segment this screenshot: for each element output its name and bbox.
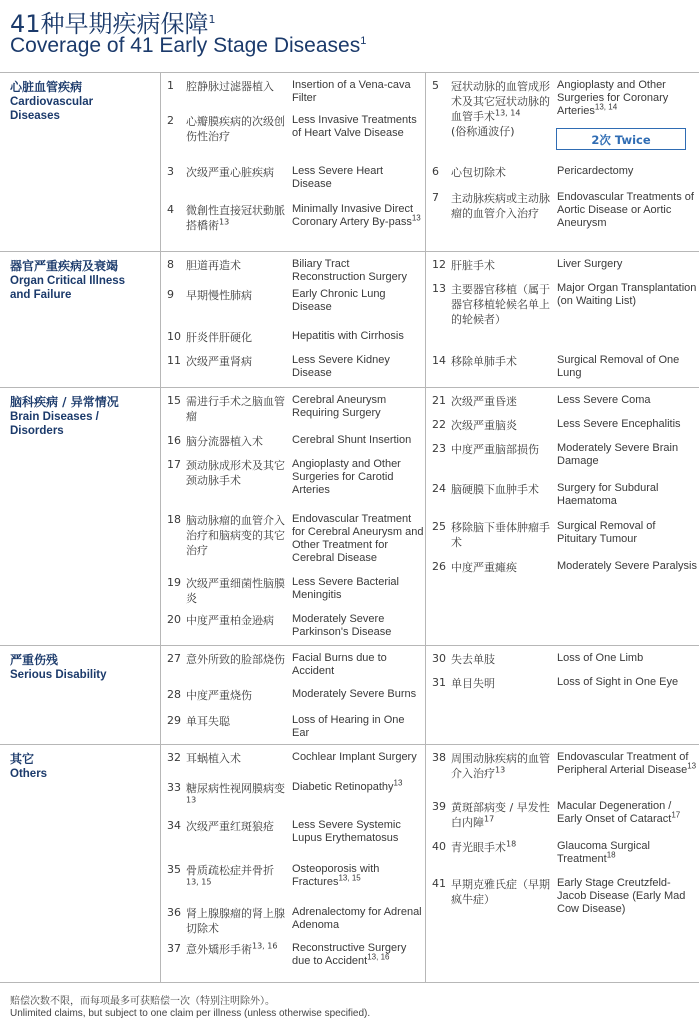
- disease-name-cn: 中度严重脑部损伤: [451, 443, 539, 456]
- disease-name-en: Less Severe Encephalitis: [557, 418, 681, 430]
- item-number: 29: [167, 714, 181, 727]
- item-number: 19: [167, 576, 181, 589]
- item-number: 2: [167, 114, 174, 127]
- disease-name-en: Loss of Sight in One Eye: [557, 676, 679, 688]
- disease-name-cn: 黄斑部病变 / 早发性白内障$^{17}$: [451, 801, 550, 829]
- disease-name-en: Loss of One Limb: [557, 652, 644, 664]
- disease-name-en: Moderately Severe Parkinson's Disease: [292, 613, 392, 638]
- item-number: 36: [167, 906, 181, 919]
- disease-name-cn: 颈动脉成形术及其它颈动脉手术: [186, 459, 285, 487]
- disease-name-cn: 移除单肺手术: [451, 355, 517, 368]
- category-name-en: Others: [10, 768, 48, 780]
- right-column: [425, 73, 699, 252]
- item-number: 41: [432, 877, 446, 890]
- disease-name-en: Minimally Invasive Direct Coronary Artery By-pass$^{13}$: [292, 203, 421, 228]
- disease-name-en: Cerebral Aneurysm Requiring Surgery: [292, 394, 387, 419]
- category-label: [10, 652, 160, 682]
- footnote-cn: 赔偿次数不限，而每项最多可获赔偿一次（特别注明除外）。: [10, 996, 275, 1007]
- item-number: 4: [167, 203, 174, 216]
- item-number: 35: [167, 863, 181, 876]
- disease-name-cn: 早期克雅氏症（早期疯牛症）: [451, 878, 550, 906]
- disease-name-en: Less Severe Kidney Disease: [292, 354, 390, 379]
- disease-name-cn: 脑动脉瘤的血管介入治疗和脑病变的其它治疗: [186, 514, 285, 557]
- disease-name-cn: 腔静脉过滤器植入: [186, 80, 274, 93]
- item-number: 39: [432, 800, 446, 813]
- disease-name-cn: 肝脏手术: [451, 259, 495, 272]
- item-number: 10: [167, 330, 181, 343]
- item-number: 7: [432, 191, 439, 204]
- disease-name-en: Moderately Severe Brain Damage: [557, 442, 679, 467]
- disease-name-cn: 胆道再造术: [186, 259, 241, 272]
- category-name-cn: 其它: [10, 752, 35, 766]
- disease-name-en: Loss of Hearing in One Ear: [292, 714, 405, 739]
- disease-name-en: Liver Surgery: [557, 258, 623, 270]
- disease-name-en: Biliary Tract Reconstruction Surgery: [292, 258, 407, 283]
- disease-name-cn: 心瓣膜疾病的次级创伤性治疗: [186, 115, 285, 143]
- disease-name-cn: 次级严重昏迷: [451, 395, 517, 408]
- item-number: 9: [167, 288, 174, 301]
- twice-badge: 2次 Twice: [556, 128, 686, 150]
- disease-name-en: Surgical Removal of Pituitary Tumour: [557, 520, 656, 545]
- disease-name-cn: 心包切除术: [451, 166, 506, 179]
- disease-name-en: Angioplasty and Other Surgeries for Carotid Arteries: [292, 458, 401, 496]
- category-name-en: and Failure: [10, 289, 72, 301]
- disease-name-en: Less Severe Systemic Lupus Erythematosus: [292, 819, 401, 844]
- disease-name-en: Facial Burns due to Accident: [292, 652, 387, 677]
- disease-name-en: Endovascular Treatment of Peripheral Arterial Disease$^{13}$: [557, 751, 697, 776]
- disease-name-cn: 中度严重柏金逊病: [186, 614, 274, 627]
- disease-name-cn: 早期慢性肺病: [186, 289, 252, 302]
- item-number: 8: [167, 258, 174, 271]
- item-number: 15: [167, 394, 181, 407]
- category-section: [0, 645, 699, 745]
- item-number: 34: [167, 819, 181, 832]
- disease-name-en: Angioplasty and Other Surgeries for Coronary Arteries$^{13, 14}$: [557, 79, 669, 117]
- item-number: 25: [432, 520, 446, 533]
- item-number: 1: [167, 79, 174, 92]
- category-section: [0, 744, 699, 983]
- item-number: 27: [167, 652, 181, 665]
- right-column: [425, 745, 699, 983]
- category-label: [10, 394, 160, 438]
- item-number: 24: [432, 482, 446, 495]
- disease-name-en: Hepatitis with Cirrhosis: [292, 330, 404, 342]
- disease-name-cn: 耳蜗植入术: [186, 752, 241, 765]
- disease-name-en: Moderately Severe Paralysis: [557, 560, 698, 572]
- category-name-en: Diseases: [10, 110, 60, 122]
- disease-name-cn: 冠状动脉的血管成形术及其它冠状动脉的血管手术$^{13, 14}$ (俗称通波仔): [451, 79, 553, 139]
- item-number: 11: [167, 354, 181, 367]
- right-column: [425, 646, 699, 745]
- item-number: 20: [167, 613, 181, 626]
- category-name-en: Cardiovascular: [10, 96, 94, 108]
- category-label: [10, 258, 160, 302]
- disease-name-en: Reconstructive Surgery due to Accident$^{13, 16}$: [292, 942, 407, 967]
- item-number: 28: [167, 688, 181, 701]
- item-number: 31: [432, 676, 446, 689]
- item-number: 37: [167, 942, 181, 955]
- disease-name-cn: 意外矯形手術$^{13, 16}$: [186, 941, 278, 956]
- item-number: 13: [432, 282, 446, 295]
- item-number: 5: [432, 79, 439, 92]
- disease-name-cn: 主要器官移植（属于器官移植轮候名单上的轮候者）: [451, 283, 550, 326]
- category-section: [0, 387, 699, 646]
- item-number: 18: [167, 513, 181, 526]
- disease-name-cn: 中度严重烧伤: [186, 689, 252, 702]
- disease-name-cn: 主动脉疾病或主动脉瘤的血管介入治疗: [451, 192, 550, 220]
- category-name-en: Disorders: [10, 425, 64, 437]
- divider: [0, 982, 699, 983]
- disease-name-cn: 青光眼手术$^{18}$: [451, 839, 517, 854]
- category-section: [0, 251, 699, 388]
- page-title-cn: 41种早期疾病保障$^1$: [10, 10, 216, 38]
- page-title-en: Coverage of 41 Early Stage Diseases$^1$: [10, 34, 367, 57]
- disease-name-en: Insertion of a Vena-cava Filter: [292, 79, 411, 104]
- disease-name-en: Less Invasive Treatments of Heart Valve Disease: [292, 114, 417, 139]
- disease-name-cn: 周围动脉疾病的血管介入治疗$^{13}$: [451, 752, 550, 780]
- item-number: 30: [432, 652, 446, 665]
- left-column: [160, 73, 426, 252]
- disease-name-cn: 次级严重脑炎: [451, 419, 517, 432]
- disease-name-cn: 肾上腺腺瘤的肾上腺切除术: [186, 907, 285, 935]
- disease-name-en: Adrenalectomy for Adrenal Adenoma: [292, 906, 422, 931]
- disease-note-cn: (俗称通波仔): [451, 125, 515, 138]
- disease-name-en: Less Severe Coma: [557, 394, 651, 406]
- disease-name-cn: 糖尿病性视网膜病变$^{13}$: [186, 782, 285, 805]
- disease-name-cn: 次级严重心脏疾病: [186, 166, 274, 179]
- item-number: 22: [432, 418, 446, 431]
- category-name-en: Serious Disability: [10, 669, 107, 681]
- category-label: [10, 79, 160, 123]
- disease-name-cn: 次级严重肾病: [186, 355, 252, 368]
- left-column: [160, 646, 426, 745]
- item-number: 3: [167, 165, 174, 178]
- left-column: [160, 388, 426, 646]
- disease-name-en: Surgery for Subdural Haematoma: [557, 482, 659, 507]
- item-number: 23: [432, 442, 446, 455]
- item-number: 21: [432, 394, 446, 407]
- disease-name-en: Cochlear Implant Surgery: [292, 751, 417, 763]
- category-name-cn: 器官严重疾病及衰竭: [10, 259, 119, 273]
- disease-name-en: Endovascular Treatments of Aortic Disease or Aortic Aneurysm: [557, 191, 694, 229]
- category-name-en: Brain Diseases /: [10, 411, 99, 423]
- category-name-cn: 脑科疾病 / 异常情况: [10, 395, 119, 409]
- item-number: 14: [432, 354, 446, 367]
- disease-name-cn: 移除脑下垂体肿瘤手术: [451, 521, 550, 549]
- disease-name-cn: 中度严重瘫痪: [451, 561, 517, 574]
- category-label: [10, 751, 160, 781]
- item-number: 40: [432, 840, 446, 853]
- item-number: 33: [167, 781, 181, 794]
- item-number: 26: [432, 560, 446, 573]
- disease-name-cn: 次级严重细菌性脑膜炎: [186, 577, 285, 605]
- disease-name-en: Pericardectomy: [557, 165, 634, 177]
- item-number: 16: [167, 434, 181, 447]
- disease-name-en: Surgical Removal of One Lung: [557, 354, 680, 379]
- category-section: [0, 72, 699, 252]
- item-number: 38: [432, 751, 446, 764]
- disease-name-cn: 微創性直接冠状動脈搭橋術$^{13}$: [186, 204, 285, 232]
- disease-name-cn: 脑分流器植入术: [186, 435, 263, 448]
- disease-name-en: Diabetic Retinopathy$^{13}$: [292, 778, 403, 793]
- disease-name-en: Less Severe Heart Disease: [292, 165, 384, 190]
- disease-name-cn: 需进行手术之脑血管瘤: [186, 395, 285, 423]
- disease-name-en: Cerebral Shunt Insertion: [292, 434, 412, 446]
- disease-name-cn: 次级严重红斑狼疮: [186, 820, 274, 833]
- disease-name-cn: 肝炎伴肝硬化: [186, 331, 252, 344]
- disease-name-en: Major Organ Transplantation (on Waiting List): [557, 282, 697, 307]
- disease-name-cn: 单耳失聪: [186, 715, 230, 728]
- item-number: 6: [432, 165, 439, 178]
- right-column: [425, 388, 699, 646]
- disease-name-cn: 意外所致的脸部烧伤: [186, 653, 285, 666]
- left-column: [160, 252, 426, 388]
- left-column: [160, 745, 426, 983]
- item-number: 12: [432, 258, 446, 271]
- disease-name-en: Early Chronic Lung Disease: [292, 288, 386, 313]
- category-name-cn: 严重伤残: [10, 653, 59, 667]
- disease-name-cn: 单目失明: [451, 677, 495, 690]
- disease-name-en: Early Stage Creutzfeld-Jacob Disease (Early Mad Cow Disease): [557, 877, 686, 915]
- item-number: 32: [167, 751, 181, 764]
- disease-name-en: Osteoporosis with Fractures$^{13, 15}$: [292, 863, 380, 888]
- disease-name-cn: 脑硬膜下血肿手术: [451, 483, 539, 496]
- right-column: [425, 252, 699, 388]
- disease-name-cn: 失去单肢: [451, 653, 495, 666]
- category-name-cn: 心脏血管疾病: [10, 80, 83, 94]
- disease-name-en: Moderately Severe Burns: [292, 688, 417, 700]
- disease-name-en: Endovascular Treatment for Cerebral Aneurysm and Other Treatment for Cerebral Disease: [292, 513, 424, 564]
- disease-name-cn: 骨质疏松症并骨折$^{13, 15}$: [186, 864, 274, 887]
- category-name-en: Organ Critical Illness: [10, 275, 126, 287]
- disease-name-en: Glaucoma Surgical Treatment$^{18}$: [557, 840, 650, 865]
- footnote-en: Unlimited claims, but subject to one claim per illness (unless otherwise specified).: [10, 1008, 371, 1019]
- disease-name-en: Less Severe Bacterial Meningitis: [292, 576, 399, 601]
- disease-name-en: Macular Degeneration / Early Onset of Cataract$^{17}$: [557, 800, 681, 825]
- item-number: 17: [167, 458, 181, 471]
